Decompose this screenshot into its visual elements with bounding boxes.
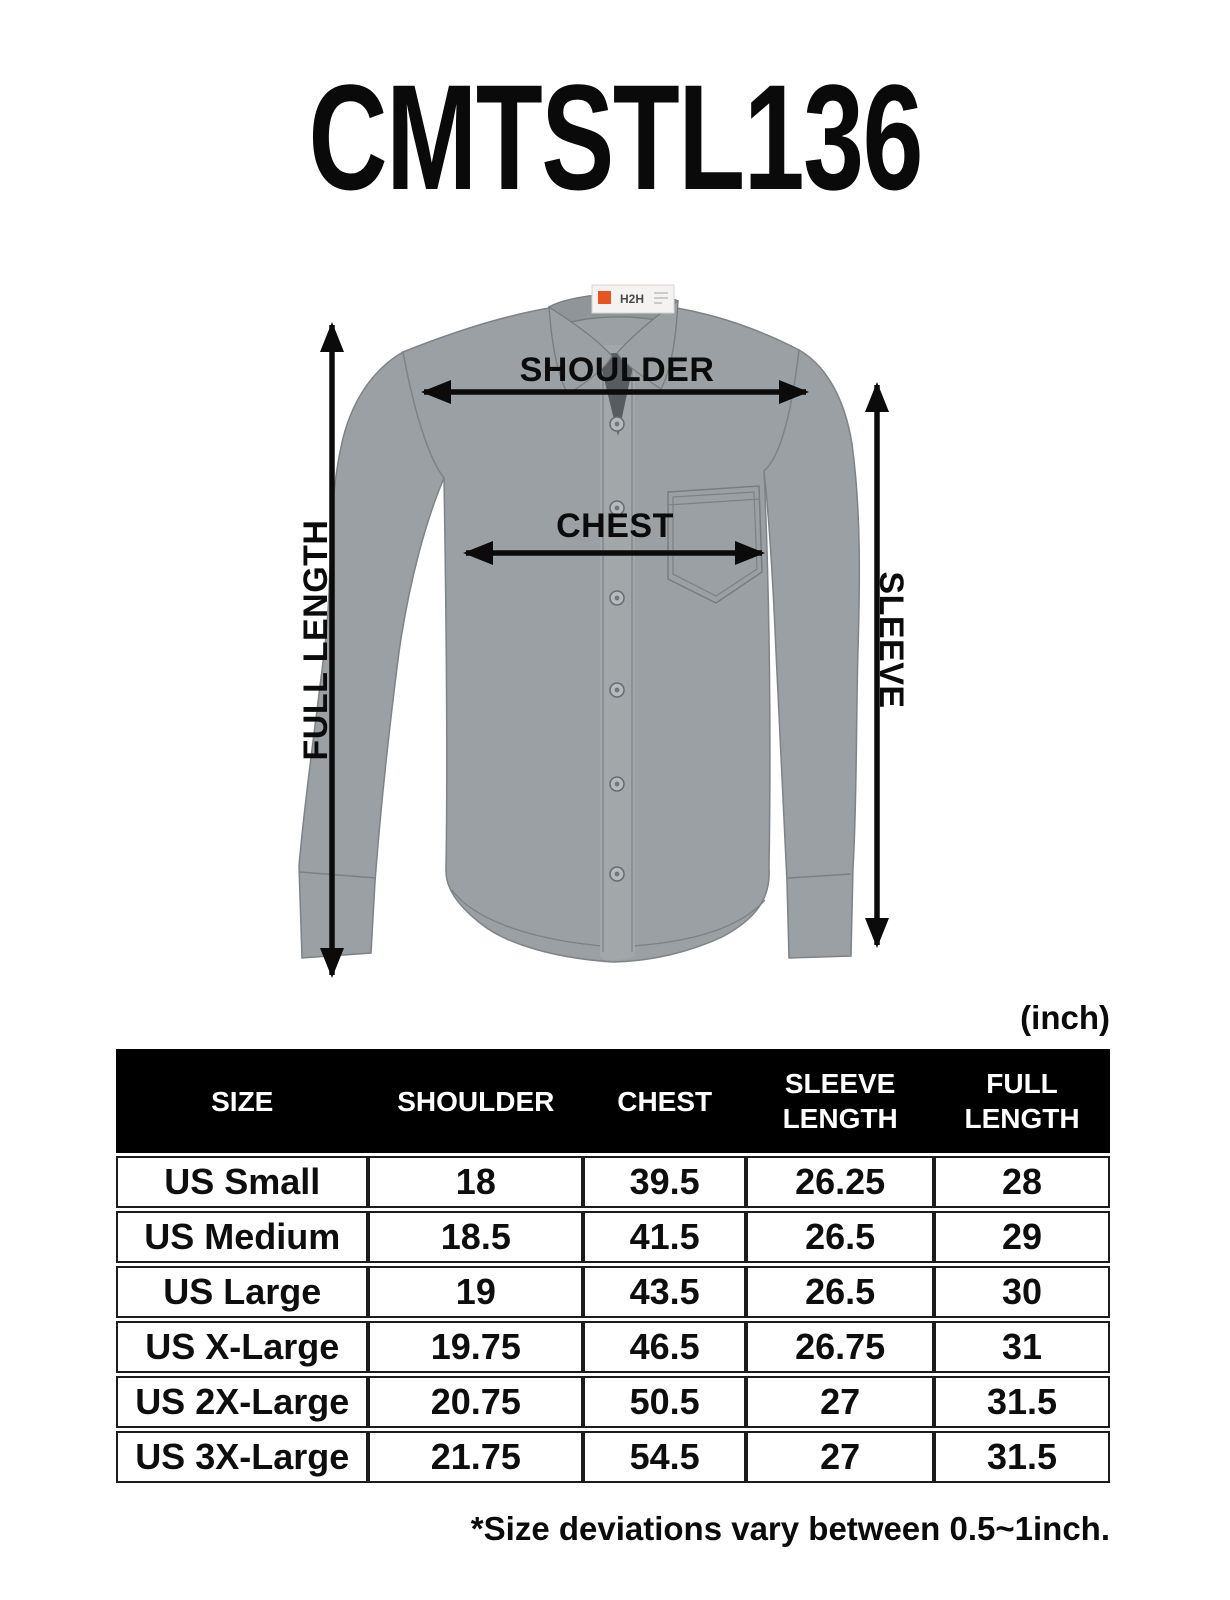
shoulder-cell: 20.75 (368, 1376, 583, 1428)
brand-tag (592, 285, 674, 313)
table-row (116, 1431, 1110, 1483)
page-title (0, 53, 1230, 221)
full-length-cell: 30 (934, 1266, 1110, 1318)
col-header-sleeve-length: SLEEVE LENGTH (746, 1049, 934, 1153)
full-length-label: FULL LENGTH (297, 519, 335, 761)
chest-label: CHEST (556, 507, 674, 545)
size-cell: US 2X-Large (116, 1376, 368, 1428)
table-row (116, 1376, 1110, 1428)
size-cell: US Medium (116, 1211, 368, 1263)
chest-cell: 39.5 (583, 1156, 746, 1208)
chest-cell: 46.5 (583, 1321, 746, 1373)
full-length-cell: 28 (934, 1156, 1110, 1208)
chest-cell: 54.5 (583, 1431, 746, 1483)
shoulder-cell: 19.75 (368, 1321, 583, 1373)
chest-cell: 43.5 (583, 1266, 746, 1318)
sleeve-length-cell: 26.5 (746, 1266, 934, 1318)
measurement-diagram (250, 250, 950, 1020)
col-header-chest: CHEST (583, 1049, 746, 1153)
table-row (116, 1266, 1110, 1318)
shoulder-cell: 19 (368, 1266, 583, 1318)
col-header-size: SIZE (116, 1049, 368, 1153)
table-row (116, 1211, 1110, 1263)
product-code: CMTSTL136 (308, 53, 922, 221)
col-header-shoulder: SHOULDER (368, 1049, 583, 1153)
sleeve-length-cell: 26.25 (746, 1156, 934, 1208)
size-cell: US Large (116, 1266, 368, 1318)
sleeve-label: SLEEVE (872, 571, 910, 709)
full-length-cell: 29 (934, 1211, 1110, 1263)
size-cell: US X-Large (116, 1321, 368, 1373)
table-row (116, 1321, 1110, 1373)
size-table (116, 1046, 1110, 1486)
shirt-diagram-graphic (250, 250, 950, 1020)
size-table-header-row (116, 1049, 1110, 1153)
shoulder-cell: 18 (368, 1156, 583, 1208)
chest-cell: 41.5 (583, 1211, 746, 1263)
size-cell: US 3X-Large (116, 1431, 368, 1483)
brand-tag-text: H2H (619, 292, 645, 306)
shoulder-label: SHOULDER (519, 351, 715, 389)
full-length-cell: 31.5 (934, 1431, 1110, 1483)
sleeve-length-cell: 26.75 (746, 1321, 934, 1373)
chest-cell: 50.5 (583, 1376, 746, 1428)
size-cell: US Small (116, 1156, 368, 1208)
sleeve-length-cell: 27 (746, 1376, 934, 1428)
sleeve-length-cell: 26.5 (746, 1211, 934, 1263)
unit-label: (inch) (1020, 999, 1110, 1036)
col-header-full-length: FULL LENGTH (934, 1049, 1110, 1153)
full-length-cell: 31 (934, 1321, 1110, 1373)
shoulder-cell: 18.5 (368, 1211, 583, 1263)
table-row (116, 1156, 1110, 1208)
size-deviation-note: *Size deviations vary between 0.5~1inch. (470, 1510, 1110, 1547)
shoulder-cell: 21.75 (368, 1431, 583, 1483)
full-length-cell: 31.5 (934, 1376, 1110, 1428)
sleeve-length-cell: 27 (746, 1431, 934, 1483)
brand-logo-mark (598, 291, 611, 304)
